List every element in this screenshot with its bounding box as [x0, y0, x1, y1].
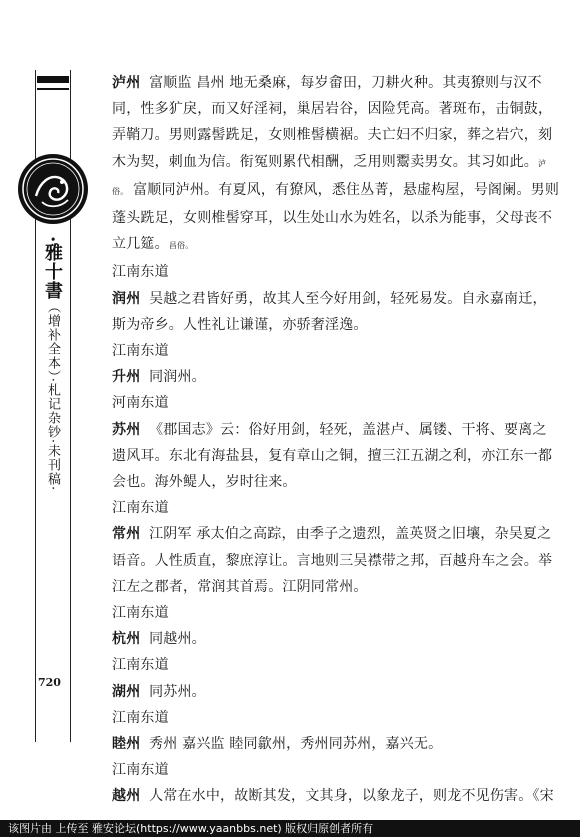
entry-text: 《郡国志》云：俗好用剑，轻死，盖湛卢、属镂、干将、要离之遗风耳。东北有海盐县，复有章山之铜，擅三江五湖之利，亦江东一都会也。海外鳀人，岁时往来。 [112, 421, 553, 491]
entry-head: 越州 [112, 788, 141, 805]
entry-yuezhou [112, 783, 560, 809]
entry-text-2: 富顺同泸州。有夏风，有獠风，悉住丛菁，悬虚构屋，号阁阑。男则蓬头跣足，女则椎髻穿耳，以生处山水为姓名，以杀为能事，父母丧不立几筵。 [112, 181, 560, 253]
region-heading: 河南东道 [112, 395, 169, 412]
entry-text: 秀州 嘉兴监 睦同歙州，秀州同苏州，嘉兴无。 [149, 736, 443, 753]
entry-text: 同越州。 [149, 631, 206, 648]
region-heading: 江南东道 [112, 762, 169, 779]
entry-head: 常州 [112, 526, 141, 543]
entry-huzhou [112, 679, 560, 705]
sidebar [0, 0, 100, 820]
entry-head: 苏州 [112, 421, 141, 438]
main-text [112, 70, 560, 810]
entry-head: 升州 [112, 369, 141, 386]
region-heading: 江南东道 [112, 657, 169, 674]
region-heading: 江南东道 [112, 605, 169, 622]
entry-note: 泸俗。 [112, 158, 547, 196]
entry-note-2: 昌俗。 [168, 241, 194, 251]
entry-shengzhou [112, 364, 560, 390]
entry-hangzhou [112, 626, 560, 652]
sidebar-top-bar-thin [37, 88, 69, 90]
entry-muzhou [112, 731, 560, 757]
entry-text: 人常在水中，故断其发，文其身，以象龙子，则龙不见伤害。《宋 [149, 788, 554, 805]
sidebar-top-bar [37, 76, 69, 83]
watermark-footer: 该图片由 上传至 雅安论坛(https://www.yaanbbs.net) 版权归原创者所有 [0, 820, 580, 837]
sidebar-title-rest: （增补全本）·札记杂钞·未刊稿· [45, 300, 60, 492]
page-number: 720 [38, 676, 61, 689]
entry-runzhou [112, 286, 560, 338]
entry-suzhou [112, 417, 560, 496]
dragon-emblem-icon [16, 152, 90, 226]
entry-head: 润州 [112, 290, 141, 307]
entry-changzhou [112, 521, 560, 600]
region-heading: 江南东道 [112, 709, 169, 726]
sidebar-title-big: ·雅十書 [42, 236, 63, 301]
entry-head: 睦州 [112, 736, 141, 753]
entry-text: 江阴军 承太伯之高踪，由季子之遗烈，盖英贤之旧壤，杂吴夏之语音。人性质直，黎庶淳让。言地则三吴襟带之邦，百越舟车之会。举江左之郡者，常润其首焉。江阴同常州。 [112, 526, 553, 595]
region-heading: 江南东道 [112, 264, 169, 281]
sidebar-book-title [39, 236, 65, 492]
entry-head: 杭州 [112, 631, 141, 648]
entry-text: 吴越之君皆好勇，故其人至今好用剑，轻死易发。自永嘉南迁，斯为帝乡。人性礼让谦谨，亦骄奢淫逸。 [112, 290, 547, 333]
entry-head: 泸州 [112, 75, 141, 91]
entry-text: 同苏州。 [149, 683, 206, 700]
entry-luzhou [112, 70, 560, 259]
entry-text: 富顺监 昌州 地无桑麻，每岁畲田，刀耕火种。其夷獠则与汉不同，性多犷戾，而又好淫祠，巢居岩谷，因险凭高。著斑布，击铜鼓，弄鞘刀。男则露髻跣足，女则椎髻横裾。夫亡妇不归家，葬之岩穴，刻木为契，刺血为信。衔冤则累代相酬，乏用则鬻卖男女。其习如此。 [112, 75, 553, 170]
entry-head: 湖州 [112, 683, 141, 700]
region-heading: 江南东道 [112, 343, 169, 360]
entry-text: 同润州。 [149, 369, 206, 386]
region-heading: 江南东道 [112, 500, 169, 517]
